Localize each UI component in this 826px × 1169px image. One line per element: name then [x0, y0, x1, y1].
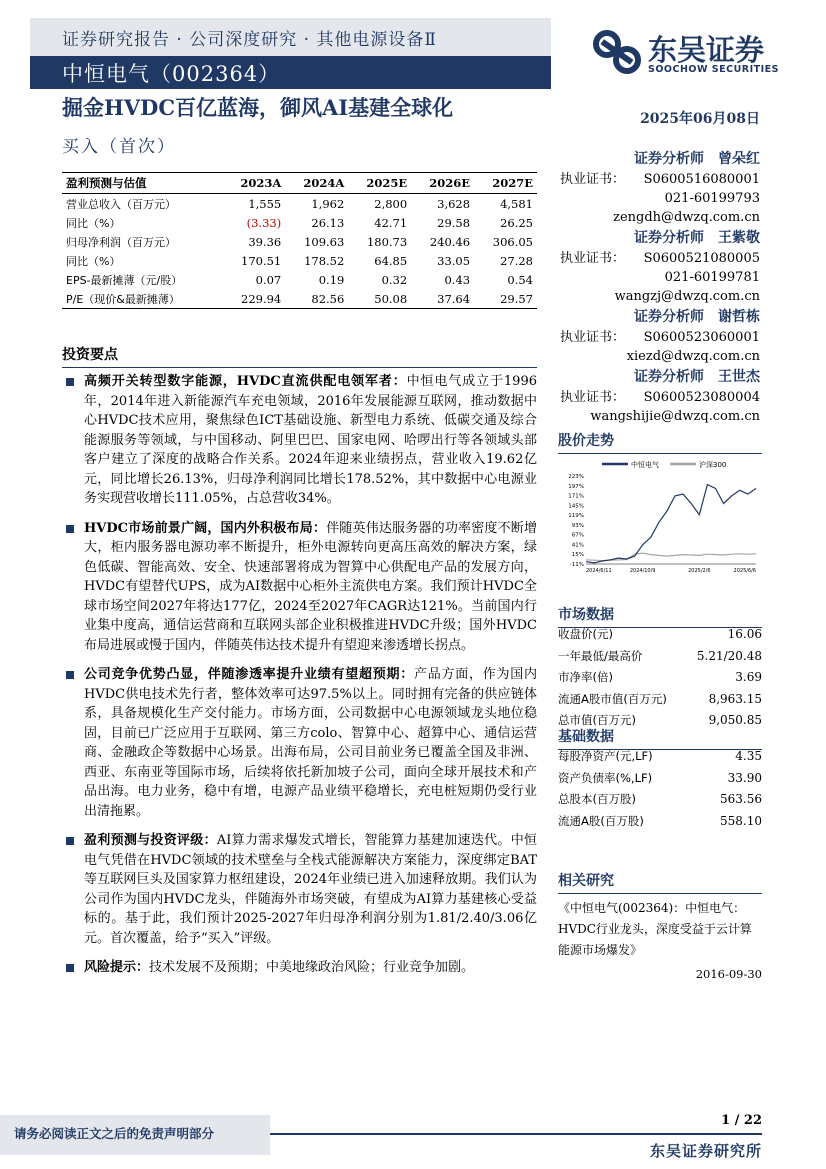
- basic-data-value: 4.35: [735, 749, 762, 763]
- column-header: 2025E: [366, 176, 408, 190]
- point-lead: HVDC市场前景广阔，国内外积极布局：: [84, 520, 327, 536]
- market-data-heading: 市场数据: [558, 604, 762, 628]
- basic-data-value: 563.56: [720, 792, 762, 806]
- footer-company: 东吴证券研究所: [649, 1142, 762, 1160]
- investment-point: [62, 958, 537, 978]
- table-cell: 306.05: [492, 234, 533, 249]
- analyst-list: [560, 148, 760, 426]
- basic-data-label: 每股净资产(元,LF): [558, 749, 653, 763]
- y-tick-label: -11%: [569, 562, 584, 568]
- x-tick-label: 2025/2/6: [688, 568, 711, 574]
- market-data-value: 9,050.85: [708, 713, 762, 727]
- market-data-row: [558, 646, 762, 668]
- rating: 买入（首次）: [62, 137, 176, 157]
- table-cell: 1,962: [311, 196, 345, 211]
- x-tick-label: 2024/6/11: [586, 568, 612, 574]
- y-tick-label: 67%: [571, 532, 584, 539]
- analyst-title: 证券分析师 王紫敬: [634, 230, 760, 246]
- y-tick-label: 119%: [568, 513, 584, 520]
- table-cell: 240.46: [429, 234, 471, 249]
- basic-data-heading: 基础数据: [558, 726, 762, 750]
- table-row: [62, 194, 537, 214]
- square-bullet-icon: [66, 378, 74, 386]
- table-cell: 29.57: [500, 291, 533, 306]
- market-data-value: 16.06: [727, 627, 762, 641]
- point-body: 技术发展不及预期；中美地缘政治风险；行业竞争加剧。: [149, 960, 475, 975]
- price-chart: [558, 452, 762, 576]
- y-tick-label: 93%: [571, 522, 584, 529]
- investment-points: [62, 372, 537, 988]
- basic-data-row: [558, 746, 762, 768]
- table-cell: 同比（%）: [66, 216, 121, 230]
- market-data-label: 流通A股市值(百万元): [558, 691, 667, 706]
- legend-label-stock: 中恒电气: [631, 461, 659, 469]
- market-data-label: 一年最低/最高价: [558, 648, 643, 663]
- table-row: [62, 232, 537, 251]
- table-cell: 1,555: [248, 196, 282, 211]
- table-cell: EPS-最新摊薄（元/股）: [66, 273, 183, 287]
- market-data-row: [558, 624, 762, 646]
- analyst-email[interactable]: xiezd@dwzq.com.cn: [626, 349, 760, 364]
- column-header: 2027E: [492, 176, 533, 190]
- license-label: 执业证书：: [560, 172, 626, 187]
- logo-text-en: SOOCHOW SECURITIES: [648, 64, 779, 75]
- analyst-license: S0600523060001: [643, 330, 760, 345]
- investment-point: [62, 372, 537, 509]
- market-data-row: [558, 667, 762, 689]
- table-cell: 3,628: [437, 196, 471, 211]
- market-data-value: 3.69: [735, 670, 762, 684]
- soochow-logo-icon: [593, 30, 641, 74]
- related-research: [558, 870, 762, 981]
- y-tick-label: 41%: [571, 542, 584, 549]
- table-cell: 27.28: [500, 253, 533, 268]
- table-cell: 归母净利润（百万元）: [66, 235, 176, 249]
- table-cell: 64.85: [374, 253, 408, 268]
- chart-series: [586, 485, 756, 563]
- table-cell: 180.73: [366, 234, 408, 249]
- point-body: 伴随英伟达服务器的功率密度不断增大，柜内服务器电源功率不断提升，柜外电源转向更高压高效的解决方案，绿色低碳、智能高效、安全、快速部署将成为智算中心供配电产品的发展方向，HVDC有望替代UPS，成为AI数据中心柜外主流供电方案。我们预计HVDC全球市场空间2027年将达177亿，2024至2027年CAGR达121%。当前国内行业集中度高，通信运营商和互联网头部企业积极推进HVDC升级；国外HVDC布局进展或慢于国内，伴随英伟达技术提升有望迎来渗透增长拐点。: [84, 520, 537, 653]
- basic-data-row: [558, 768, 762, 790]
- basic-data-list: [558, 746, 762, 832]
- point-lead: 高频开关转型数字能源，HVDC直流供配电领军者：: [84, 374, 407, 389]
- market-data-label: 市净率(倍): [558, 670, 613, 684]
- basic-data-row: [558, 789, 762, 811]
- table-cell: 37.64: [437, 291, 471, 306]
- point-body: 产品方面，作为国内HVDC供电技术先行者，整体效率可达97.5%以上。同时拥有完备的供应链体系，具备规模化生产交付能力。市场方面，公司数据中心电源领域龙头地位稳固，目前已广泛应用于互联网、第三方colo、智算中心、超算中心、通信运营商、金融政企等数据中心场景。出海布局，公司目前业务已覆盖全国及非洲、西亚、东南亚等国际市场，后续将依托新加坡子公司，面向全球开展技术和产品出海。电力业务，稳中有增，电源产品业绩平稳增长，充电桩短期仍受行业出清拖累。: [84, 667, 537, 819]
- table-row: [62, 270, 537, 289]
- table-cell: 同比（%）: [66, 254, 121, 268]
- table-cell: 82.56: [311, 291, 345, 306]
- column-header: 盈利预测与估值: [66, 176, 147, 190]
- chart-y-axis: [568, 474, 584, 568]
- price-chart-heading: 股价走势: [558, 430, 762, 454]
- market-data-row: [558, 689, 762, 711]
- forecast-table: [62, 172, 537, 309]
- point-body: 中恒电气成立于1996年，2014年进入新能源汽车充电领域，2016年发展能源互联网，推动数据中心HVDC技术应用，聚焦绿色ICT基础设施、新型电力系统、低碳交通及综合能源服务等领域，与中国移动、阿里巴巴、国家电网、哈啰出行等各领域头部客户建立了深度的战略合作关系。2024年迎来业绩拐点，营业收入19.62亿元，同比增长26.13%，归母净利润同比增长178.52%，其中数据中心电源业务实现营收增长111.05%，占总营收34%。: [84, 374, 537, 506]
- analyst-license: S0600516080001: [643, 172, 760, 187]
- investment-heading: 投资要点: [62, 344, 537, 368]
- analyst-license: S0600523080004: [643, 390, 760, 405]
- report-headline: 掘金HVDC百亿蓝海，御风AI基建全球化: [62, 95, 454, 120]
- market-data-list: [558, 624, 762, 732]
- basic-data-label: 资产负债率(%,LF): [558, 770, 653, 785]
- point-lead: 风险提示：: [84, 960, 150, 975]
- company-name: 中恒电气（002364）: [62, 62, 281, 86]
- basic-data-value: 558.10: [720, 813, 762, 828]
- license-label: 执业证书：: [560, 251, 626, 266]
- table-cell: 178.52: [304, 253, 345, 268]
- analyst-license: S0600521080005: [643, 251, 760, 266]
- table-cell: 39.36: [248, 234, 282, 249]
- analyst-block: [560, 148, 760, 227]
- analyst-email[interactable]: wangzj@dwzq.com.cn: [614, 289, 760, 304]
- point-body: AI算力需求爆发式增长，智能算力基建加速迭代。中恒电气凭借在HVDC领域的技术壁垒与全栈式能源解决方案能力，深度绑定BAT等互联网巨头及国家算力枢纽建设，2024年业绩已进入加速释放期。我们认为公司作为国内HVDC龙头，伴随海外市场突破，有望成为AI算力基建核心受益标的。基于此，我们预计2025-2027年归母净利润分别为1.81/2.40/3.06亿元。首次覆盖，给予“买入”评级。: [84, 833, 537, 946]
- license-label: 执业证书：: [560, 390, 626, 405]
- report-date: 2025年06月08日: [640, 111, 760, 127]
- page-number: 1 / 22: [721, 1113, 762, 1128]
- related-report-link[interactable]: 《中恒电气(002364)：中恒电气：HVDC行业龙头，深度受益于云计算能源市场爆发》: [558, 901, 752, 957]
- investment-point: [62, 665, 537, 821]
- x-tick-label: 2024/10/9: [629, 568, 656, 574]
- y-tick-label: 145%: [568, 503, 584, 510]
- table-cell: (3.33): [246, 215, 282, 230]
- table-row: [62, 251, 537, 270]
- table-cell: 26.13: [311, 215, 345, 230]
- table-cell: 42.71: [374, 215, 408, 230]
- market-data-label: 收盘价(元): [558, 627, 613, 641]
- column-header: 2026E: [429, 176, 471, 190]
- table-cell: 29.58: [437, 215, 471, 230]
- analyst-phone: 021-60199781: [664, 270, 760, 285]
- investment-point: [62, 519, 537, 656]
- basic-data-value: 33.90: [727, 770, 762, 785]
- y-tick-label: 171%: [568, 493, 584, 500]
- y-tick-label: 197%: [568, 483, 584, 490]
- square-bullet-icon: [66, 837, 74, 845]
- table-cell: 0.32: [381, 272, 408, 287]
- analyst-title: 证券分析师 谢哲栋: [634, 309, 760, 325]
- basic-data-label: 总股本(百万股): [558, 792, 636, 806]
- analyst-email[interactable]: wangshijie@dwzq.com.cn: [590, 409, 760, 424]
- market-data-value: 5.21/20.48: [696, 648, 762, 663]
- square-bullet-icon: [66, 964, 74, 972]
- y-tick-label: 223%: [568, 474, 584, 480]
- analyst-block: [560, 227, 760, 306]
- investment-point: [62, 831, 537, 948]
- table-cell: 0.43: [444, 272, 471, 287]
- table-cell: P/E（现价&最新摊薄）: [66, 292, 180, 306]
- column-header: 2023A: [240, 176, 282, 190]
- basic-data-label: 流通A股(百万股): [558, 813, 644, 828]
- square-bullet-icon: [66, 671, 74, 679]
- chart-x-axis: [586, 564, 756, 574]
- license-label: 执业证书：: [560, 330, 626, 345]
- related-heading: 相关研究: [558, 870, 762, 894]
- logo-text-cn: 东吴证券: [648, 33, 765, 67]
- report-category: 证券研究报告 · 公司深度研究 · 其他电源设备Ⅱ: [62, 30, 437, 50]
- point-lead: 公司竞争优势凸显，伴随渗透率提升业绩有望超预期：: [84, 667, 414, 682]
- table-cell: 0.54: [507, 272, 533, 287]
- square-bullet-icon: [66, 525, 74, 533]
- point-lead: 盈利预测与投资评级：: [84, 833, 217, 848]
- analyst-phone: 021-60199793: [664, 191, 760, 206]
- basic-data-row: [558, 811, 762, 833]
- analyst-title: 证券分析师 王世杰: [634, 369, 760, 385]
- table-row: [62, 289, 537, 309]
- table-row: [62, 213, 537, 232]
- related-report-date: 2016-09-30: [695, 967, 762, 981]
- market-data-label: 总市值(百万元): [558, 713, 636, 727]
- table-cell: 2,800: [374, 196, 408, 211]
- analyst-block: [560, 366, 760, 426]
- table-cell: 229.94: [241, 291, 282, 306]
- table-cell: 0.07: [255, 272, 282, 287]
- y-tick-label: 15%: [571, 552, 584, 559]
- table-cell: 营业总收入（百万元）: [66, 197, 176, 211]
- analyst-title: 证券分析师 曾朵红: [634, 151, 760, 167]
- table-header-row: [62, 173, 537, 194]
- table-cell: 109.63: [304, 234, 345, 249]
- table-cell: 170.51: [241, 253, 282, 268]
- analyst-block: [560, 306, 760, 366]
- disclaimer-text: 请务必阅读正文之后的免责声明部分: [14, 1126, 215, 1141]
- analyst-email[interactable]: zengdh@dwzq.com.cn: [613, 210, 760, 225]
- table-cell: 50.08: [374, 291, 408, 306]
- table-cell: 26.25: [500, 215, 533, 230]
- series-line-stock: [586, 485, 756, 563]
- x-tick-label: 2025/6/6: [733, 568, 756, 574]
- table-cell: 4,581: [500, 196, 533, 211]
- column-header: 2024A: [303, 176, 345, 190]
- table-cell: 33.05: [437, 253, 471, 268]
- market-data-value: 8,963.15: [708, 691, 762, 706]
- table-cell: 0.19: [318, 272, 345, 287]
- legend-label-index: 沪深300: [699, 461, 727, 469]
- chart-legend: [602, 460, 726, 469]
